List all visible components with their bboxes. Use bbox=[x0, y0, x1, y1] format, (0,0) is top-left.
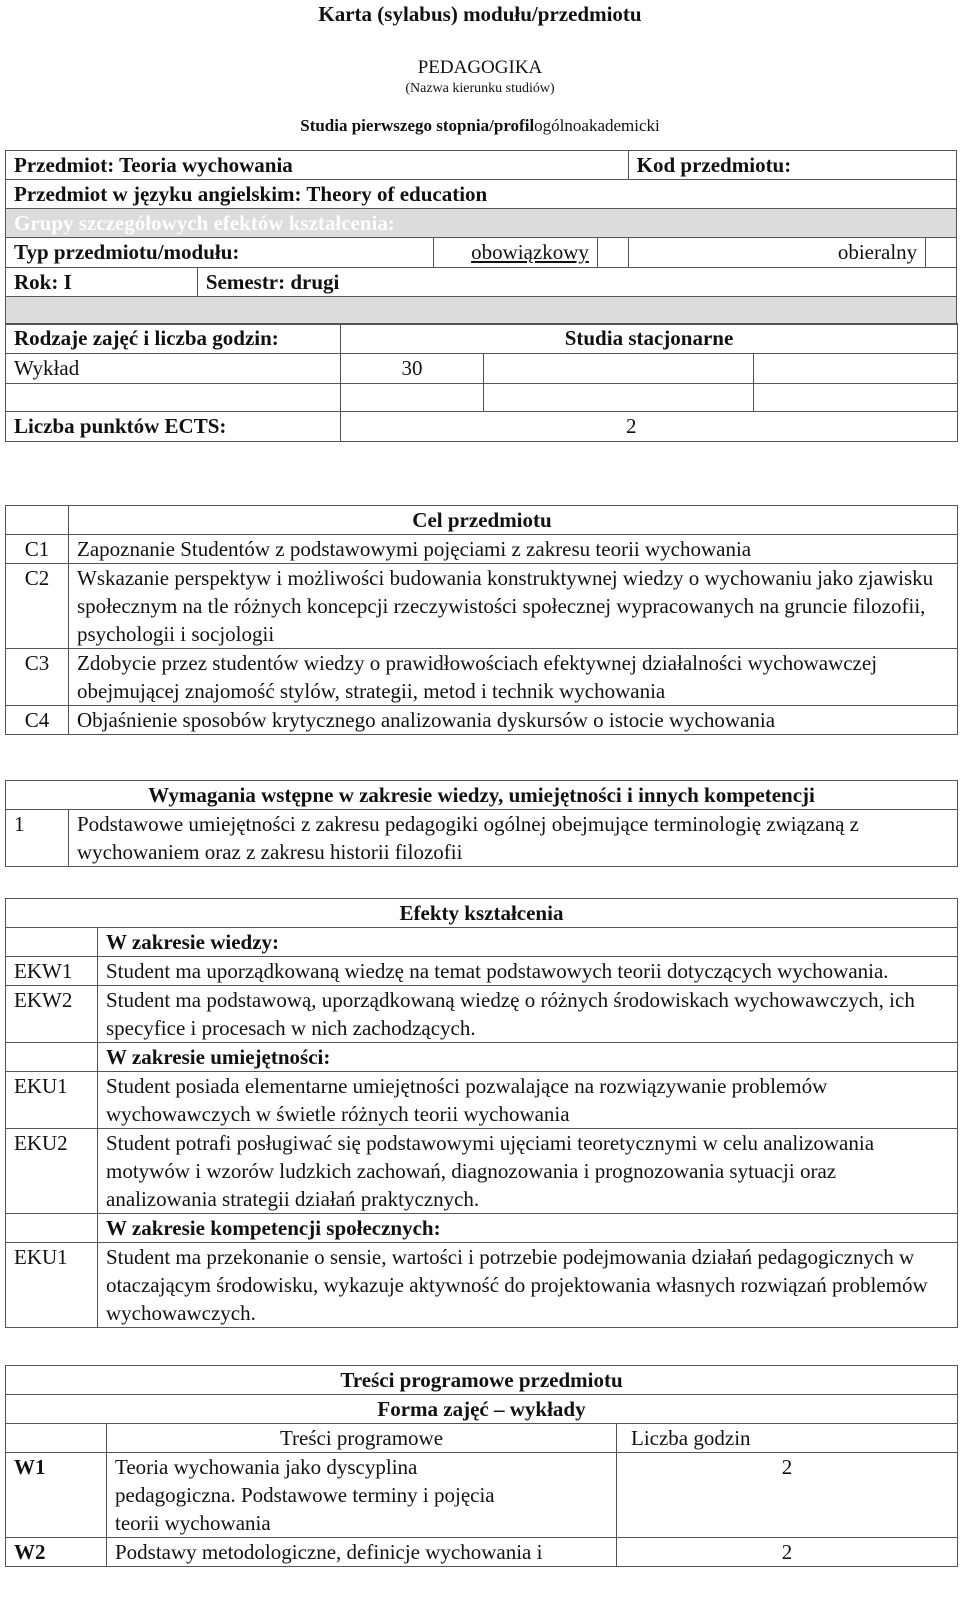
year-label: Rok: I bbox=[6, 268, 198, 297]
effect-groups: Grupy szczegółowych efektów kształcenia: bbox=[6, 209, 957, 238]
content-form: Forma zajęć – wykłady bbox=[6, 1395, 958, 1424]
semester-label: Semestr: drugi bbox=[197, 268, 956, 297]
prereq-row bbox=[6, 810, 958, 867]
page-title: Karta (sylabus) modułu/przedmiotu bbox=[318, 2, 642, 26]
type-elective-box bbox=[926, 238, 957, 268]
outcome-code: EKU1 bbox=[6, 1072, 98, 1129]
outcomes-table bbox=[5, 898, 958, 1328]
empty-cell bbox=[6, 928, 98, 957]
goal-text: Zdobycie przez studentów wiedzy o prawidłowościach efektywnej działalności wychowawczej obejmującej znajomość stylów, strategii, metod i technik wychowania bbox=[69, 649, 958, 706]
hours-table bbox=[5, 323, 958, 442]
empty-cell bbox=[6, 506, 69, 535]
field-hint: (Nazwa kierunku studiów) bbox=[405, 81, 555, 96]
class-kinds-label: Rodzaje zajęć i liczba godzin: bbox=[6, 324, 341, 354]
goals-heading: Cel przedmiotu bbox=[69, 506, 958, 535]
content-text: Teoria wychowania jako dyscyplina pedagogiczna. Podstawowe terminy i pojęcia teorii wychowania bbox=[107, 1453, 617, 1538]
subject-code: Kod przedmiotu: bbox=[628, 151, 956, 180]
goal-text: Zapoznanie Studentów z podstawowymi pojęciami z zakresu teorii wychowania bbox=[69, 535, 958, 564]
outcome-text: Student ma uporządkowaną wiedzę na temat podstawowych teorii dotyczących wychowania. bbox=[98, 957, 958, 986]
empty-cell bbox=[6, 1424, 107, 1453]
empty-cell bbox=[6, 384, 341, 412]
outcome-text: Student posiada elementarne umiejętności pozwalające na rozwiązywanie problemów wychowawczych w świetle różnych teorii wychowania bbox=[98, 1072, 958, 1129]
gray-separator bbox=[6, 297, 957, 325]
prereq-heading: Wymagania wstępne w zakresie wiedzy, umiejętności i innych kompetencji bbox=[6, 781, 958, 810]
outcome-row bbox=[6, 1243, 958, 1328]
subject-name: Przedmiot: Teoria wychowania bbox=[6, 151, 629, 180]
type-mandatory: obowiązkowy bbox=[433, 238, 597, 268]
ects-label: Liczba punktów ECTS: bbox=[6, 412, 341, 442]
content-row bbox=[6, 1453, 958, 1538]
goal-text: Objaśnienie sposobów krytycznego analizowania dyskursów o istocie wychowania bbox=[69, 706, 958, 735]
col-content-header: Treści programowe bbox=[107, 1424, 617, 1453]
empty-cell bbox=[6, 1043, 98, 1072]
skills-heading: W zakresie umiejętności: bbox=[98, 1043, 958, 1072]
empty-cell bbox=[754, 354, 958, 384]
outcome-row bbox=[6, 1072, 958, 1129]
goal-row bbox=[6, 564, 958, 649]
social-heading: W zakresie kompetencji społecznych: bbox=[98, 1214, 958, 1243]
subject-table bbox=[5, 150, 957, 325]
outcome-row bbox=[6, 986, 958, 1043]
ects-value: 2 bbox=[341, 412, 958, 442]
outcome-row bbox=[6, 1129, 958, 1214]
type-elective: obieralny bbox=[628, 238, 926, 268]
field-name: PEDAGOGIKA bbox=[417, 57, 543, 78]
col-hours-header: Liczba godzin bbox=[617, 1424, 958, 1453]
outcomes-heading: Efekty kształcenia bbox=[6, 899, 958, 928]
content-hours: 2 bbox=[617, 1453, 958, 1538]
outcome-row bbox=[6, 957, 958, 986]
outcome-text: Student potrafi posługiwać się podstawowymi ujęciami teoretycznymi w celu analizowania motywów i wzorów ludzkich zachowań, diagnozowania i prognozowania sytuacji oraz analizowania strategii działań praktycznych. bbox=[98, 1129, 958, 1214]
outcome-text: Student ma podstawową, uporządkowaną wiedzę o różnych środowiskach wychowawczych, ich specyfice i procesach w nich zachodzących. bbox=[98, 986, 958, 1043]
goal-code: C4 bbox=[6, 706, 69, 735]
prereq-text: Podstawowe umiejętności z zakresu pedagogiki ogólnej obejmujące terminologię związaną z wychowaniem oraz z zakresu historii filozofii bbox=[69, 810, 958, 867]
lecture-label: Wykład bbox=[6, 354, 341, 384]
content-text: Podstawy metodologiczne, definicje wychowania i bbox=[107, 1538, 617, 1567]
study-level bbox=[0, 116, 960, 136]
empty-cell bbox=[341, 384, 484, 412]
profile-label: ogólnoakademicki bbox=[534, 116, 660, 135]
goal-text: Wskazanie perspektyw i możliwości budowania konstruktywnej wiedzy o wychowaniu jako zjawisku społecznym na tle różnych koncepcji rzeczywistości społecznej wypracowanych na gruncie filozofii, psychologii i socjologii bbox=[69, 564, 958, 649]
subject-english: Przedmiot w języku angielskim: Theory of education bbox=[6, 180, 957, 209]
goals-table bbox=[5, 505, 958, 735]
level-label: Studia pierwszego stopnia/profil bbox=[300, 116, 535, 135]
outcome-code: EKU1 bbox=[6, 1243, 98, 1328]
outcome-code: EKW2 bbox=[6, 986, 98, 1043]
goal-row bbox=[6, 706, 958, 735]
empty-cell bbox=[484, 384, 754, 412]
outcome-code: EKW1 bbox=[6, 957, 98, 986]
prereq-table bbox=[5, 780, 958, 867]
empty-cell bbox=[484, 354, 754, 384]
content-table bbox=[5, 1365, 958, 1567]
content-heading: Treści programowe przedmiotu bbox=[6, 1366, 958, 1395]
content-code: W2 bbox=[6, 1538, 107, 1567]
content-hours: 2 bbox=[617, 1538, 958, 1567]
empty-cell bbox=[754, 384, 958, 412]
type-mandatory-box bbox=[597, 238, 628, 268]
goal-code: C2 bbox=[6, 564, 69, 649]
content-row bbox=[6, 1538, 958, 1567]
prereq-code: 1 bbox=[6, 810, 69, 867]
knowledge-heading: W zakresie wiedzy: bbox=[98, 928, 958, 957]
type-label: Typ przedmiotu/modułu: bbox=[6, 238, 434, 268]
outcome-text: Student ma przekonanie o sensie, wartości i potrzebie podejmowania działań pedagogicznych w otaczającym środowisku, wykazuje aktywność do projektowania własnych rozwiązań problemów wychowawczych. bbox=[98, 1243, 958, 1328]
empty-cell bbox=[6, 1214, 98, 1243]
goal-code: C1 bbox=[6, 535, 69, 564]
goal-code: C3 bbox=[6, 649, 69, 706]
study-mode: Studia stacjonarne bbox=[341, 324, 958, 354]
outcome-code: EKU2 bbox=[6, 1129, 98, 1214]
content-code: W1 bbox=[6, 1453, 107, 1538]
lecture-hours: 30 bbox=[341, 354, 484, 384]
goal-row bbox=[6, 535, 958, 564]
goal-row bbox=[6, 649, 958, 706]
